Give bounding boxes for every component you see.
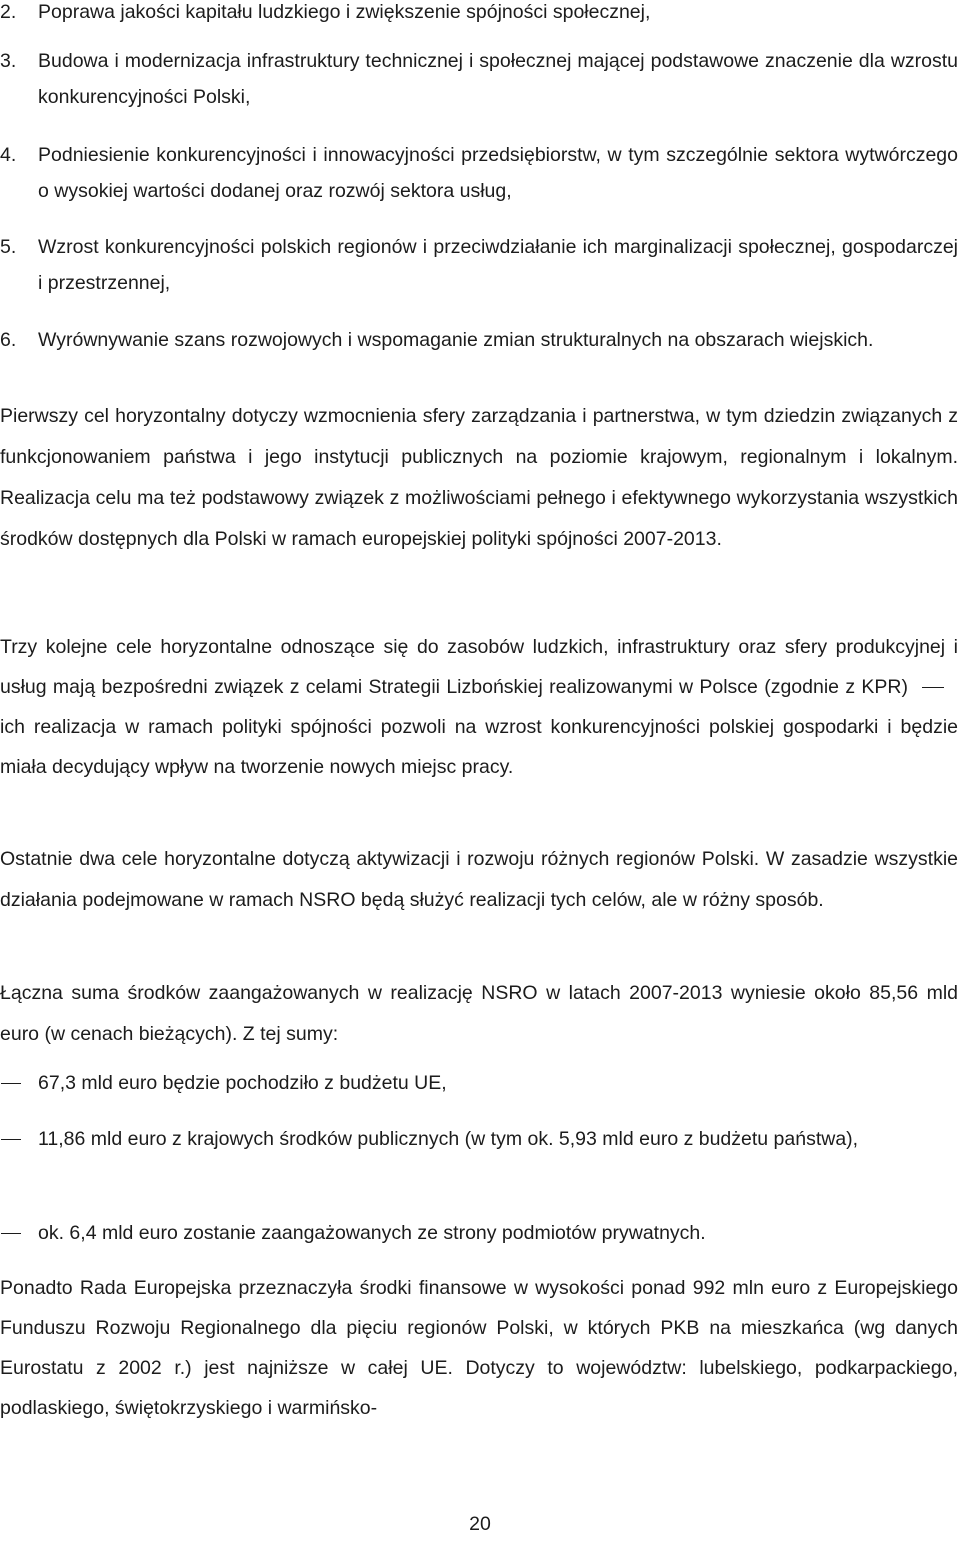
dash-list-item	[0, 1121, 958, 1157]
dash-bullet	[0, 1121, 38, 1157]
dash-bullet	[0, 1215, 38, 1251]
dash-list-text: 67,3 mld euro będzie pochodziło z budżetu UE,	[38, 1072, 447, 1094]
list-text: Budowa i modernizacja infrastruktury technicznej i społecznej mającej podstawowe znaczenie dla wzrostu konkurencyjności Polski,	[38, 50, 958, 108]
page-number: 20	[469, 1513, 491, 1535]
list-number: 5.	[0, 236, 17, 258]
dash-bullet	[0, 1065, 38, 1101]
list-text: Wzrost konkurencyjności polskich regionów i przeciwdziałanie ich marginalizacji społecznej, gospodarczej i przestrzennej,	[38, 236, 958, 294]
dash-list-text: ok. 6,4 mld euro zostanie zaangażowanych ze strony podmiotów prywatnych.	[38, 1222, 706, 1244]
list-text: Wyrównywanie szans rozwojowych i wspomaganie zmian strukturalnych na obszarach wiejskich.	[38, 329, 874, 351]
paragraph-management: Pierwszy cel horyzontalny dotyczy wzmocnienia sfery zarządzania i partnerstwa, w tym dziedzin związanych z funkcjonowaniem państwa i jego instytucji publicznych na poziomie krajowym, regionalnym i lokalnym. Realizacja celu ma też podstawowy związek z możliwościami pełnego i efektywnego wykorzystania wszystkich środków dostępnych dla Polski w ramach europejskiej polityki spójności 2007-2013.	[0, 405, 958, 550]
paragraph-eu-council: Ponadto Rada Europejska przeznaczyła środki finansowe w wysokości ponad 992 mln euro z Europejskiego Funduszu Rozwoju Regionalnego dla pięciu regionów Polski, w których PKB na mieszkańca (wg danych Eurostatu z 2002 r.) jest najniższe w całej UE. Dotyczy to województw: lubelskiego, podkarpackiego, podlaskiego, świętokrzyskiego i warmińsko-	[0, 1277, 958, 1419]
paragraph-lisbon	[0, 627, 958, 787]
list-item	[0, 229, 958, 301]
em-dash	[922, 687, 944, 688]
paragraph-regions: Ostatnie dwa cele horyzontalne dotyczą aktywizacji i rozwoju różnych regionów Polski. W zasadzie wszystkie działania podejmowane w ramach NSRO będą służyć realizacji tych celów, ale w różny sposób.	[0, 848, 958, 911]
list-item	[0, 43, 958, 115]
list-text: Podniesienie konkurencyjności i innowacyjności przedsiębiorstw, w tym szczególnie sektora wytwórczego o wysokiej wartości dodanej oraz rozwój sektora usług,	[38, 144, 958, 202]
paragraph-lisbon-part2: ich realizacja w ramach polityki spójności pozwoli na wzrost konkurencyjności polskiej gospodarki i będzie miała decydujący wpływ na tworzenie nowych miejsc pracy.	[0, 716, 958, 778]
list-number: 2.	[0, 1, 17, 23]
paragraph-funding-total: Łączna suma środków zaangażowanych w realizację NSRO w latach 2007-2013 wyniesie około 85,56 mld euro (w cenach bieżących). Z tej sumy:	[0, 982, 958, 1045]
list-number: 4.	[0, 144, 17, 166]
list-text: Poprawa jakości kapitału ludzkiego i zwiększenie spójności społecznej,	[38, 1, 651, 23]
list-item	[0, 137, 958, 209]
list-number: 6.	[0, 329, 17, 351]
dash-list-item	[0, 1065, 958, 1101]
list-item	[0, 0, 958, 30]
list-item	[0, 322, 958, 358]
list-number: 3.	[0, 50, 17, 72]
dash-list-text: 11,86 mld euro z krajowych środków publicznych (w tym ok. 5,93 mld euro z budżetu państwa),	[38, 1128, 859, 1150]
paragraph-lisbon-part1: Trzy kolejne cele horyzontalne odnoszące się do zasobów ludzkich, infrastruktury oraz sfery produkcyjnej i usług mają bezpośredni związek z celami Strategii Lizbońskiej realizowanymi w Polsce (zgodnie z KPR)	[0, 636, 958, 698]
dash-list-item	[0, 1215, 958, 1251]
